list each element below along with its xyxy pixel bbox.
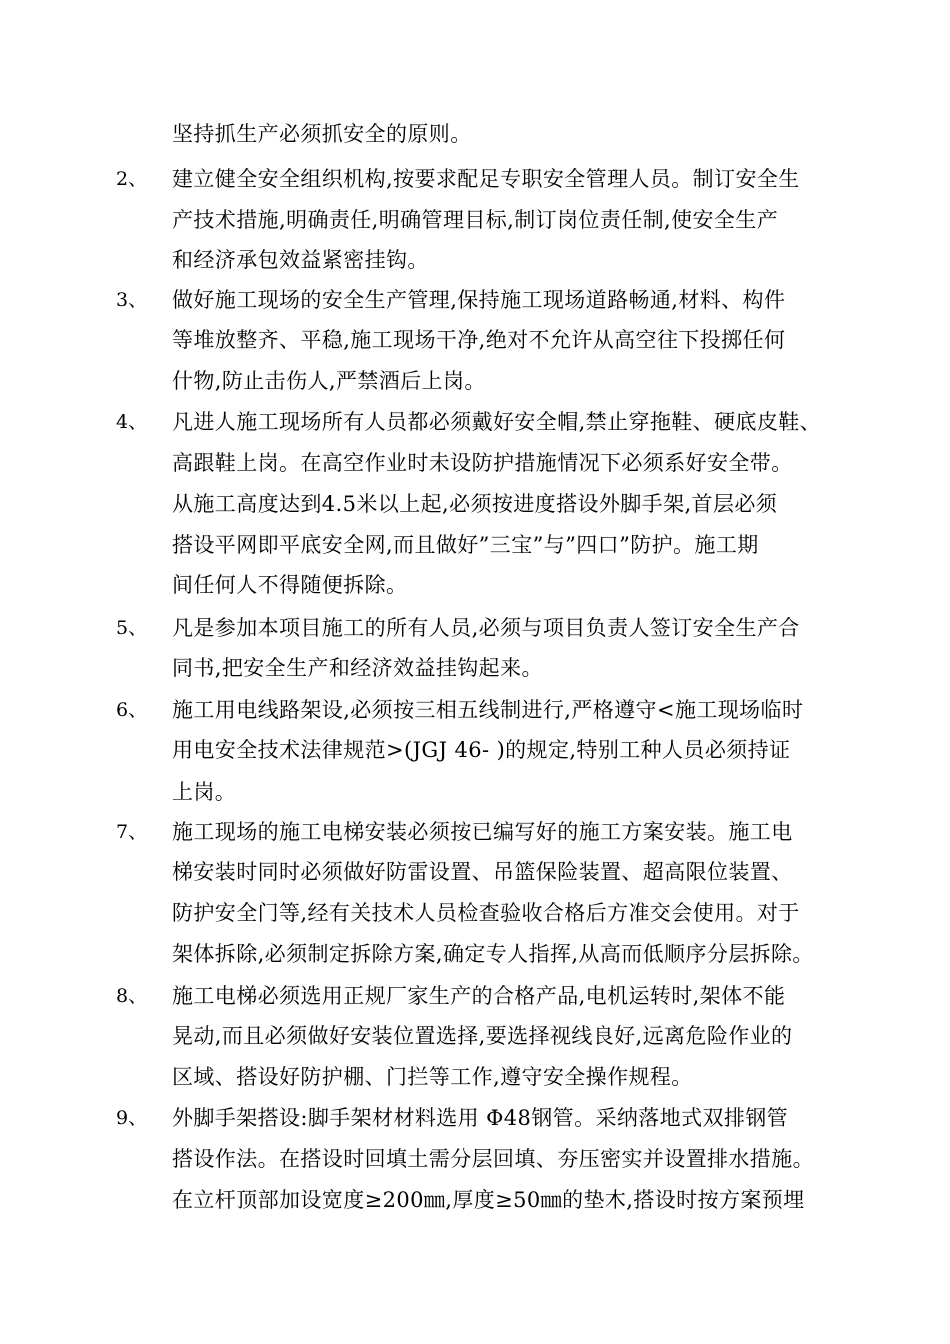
item-text-line: 梯安装时同时必须做好防雷设置、吊篮保险装置、超高限位装置、 (172, 860, 793, 884)
item-number: 4、 (116, 411, 148, 433)
item-text-line: 区域、搭设好防护棚、门拦等工作,遵守安全操作规程。 (172, 1065, 693, 1089)
item-text-line: 建立健全安全组织机构,按要求配足专职安全管理人员。制订安全生 (172, 167, 800, 191)
item-text-line: 搭设平网即平底安全网,而且做好”三宝”与”四口”防护。施工期 (172, 533, 759, 557)
item-text-line: 架体拆除,必须制定拆除方案,确定专人指挥,从高而低顺序分层拆除。 (172, 942, 814, 966)
item-number: 3、 (116, 289, 148, 311)
item-text-line: 上岗。 (172, 780, 237, 804)
item-number: 8、 (116, 985, 148, 1007)
item-text-line: 产技术措施,明确责任,明确管理目标,制订岗位责任制,使安全生产 (172, 208, 779, 232)
item-text-line: 高跟鞋上岗。在高空作业时未设防护措施情况下必须系好安全带。 (172, 451, 793, 475)
item-text-line: 什物,防止击伤人,严禁酒后上岗。 (172, 369, 486, 393)
item-number: 5、 (116, 617, 148, 639)
item-text-line: 施工电梯必须选用正规厂家生产的合格产品,电机运转时,架体不能 (172, 984, 786, 1008)
item-text-line: 施工用电线路架设,必须按三相五线制进行,严格遵守<施工现场临时 (172, 698, 804, 722)
item-text-line: 凡是参加本项目施工的所有人员,必须与项目负责人签订安全生产合 (172, 616, 800, 640)
item-text-line: 外脚手架搭设:脚手架材材料选用 Φ48钢管。采纳落地式双排钢管 (172, 1106, 789, 1130)
item-number: 7、 (116, 821, 148, 843)
item-text-line: 施工现场的施工电梯安装必须按已编写好的施工方案安装。施工电 (172, 820, 793, 844)
item-text-line: 凡进人施工现场所有人员都必须戴好安全帽,禁止穿拖鞋、硬底皮鞋、 (172, 410, 822, 434)
item-number: 2、 (116, 168, 148, 190)
item-text-line: 做好施工现场的安全生产管理,保持施工现场道路畅通,材料、构件 (172, 288, 786, 312)
item-text-line: 防护安全门等,经有关技术人员检查验收合格后方准交会使用。对于 (172, 901, 800, 925)
item-text-line: 搭设作法。在搭设时回填土需分层回填、夯压密实并设置排水措施。 (172, 1147, 814, 1171)
item-text-line: 同书,把安全生产和经济效益挂钩起来。 (172, 656, 543, 680)
item-text-line: 从施工高度达到4.5米以上起,必须按进度搭设外脚手架,首层必须 (172, 492, 778, 516)
item-number: 6、 (116, 699, 148, 721)
item-text-line: 用电安全技术法律规范>(JGJ 46- )的规定,特别工种人员必须持证 (172, 738, 791, 762)
item-text-line: 晃动,而且必须做好安装位置选择,要选择视线良好,远离危险作业的 (172, 1024, 793, 1048)
item-text-line: 和经济承包效益紧密挂钩。 (172, 248, 429, 272)
item-text-line: 等堆放整齐、平稳,施工现场干净,绝对不允许从高空往下投掷任何 (172, 328, 786, 352)
item-text-line: 在立杆顶部加设宽度≥200㎜,厚度≥50㎜的垫木,搭设时按方案预埋 (172, 1188, 805, 1212)
intro-continuation-line: 坚持抓生产必须抓安全的原则。 (172, 122, 472, 146)
item-text-line: 间任何人不得随便拆除。 (172, 573, 408, 597)
item-number: 9、 (116, 1107, 148, 1129)
